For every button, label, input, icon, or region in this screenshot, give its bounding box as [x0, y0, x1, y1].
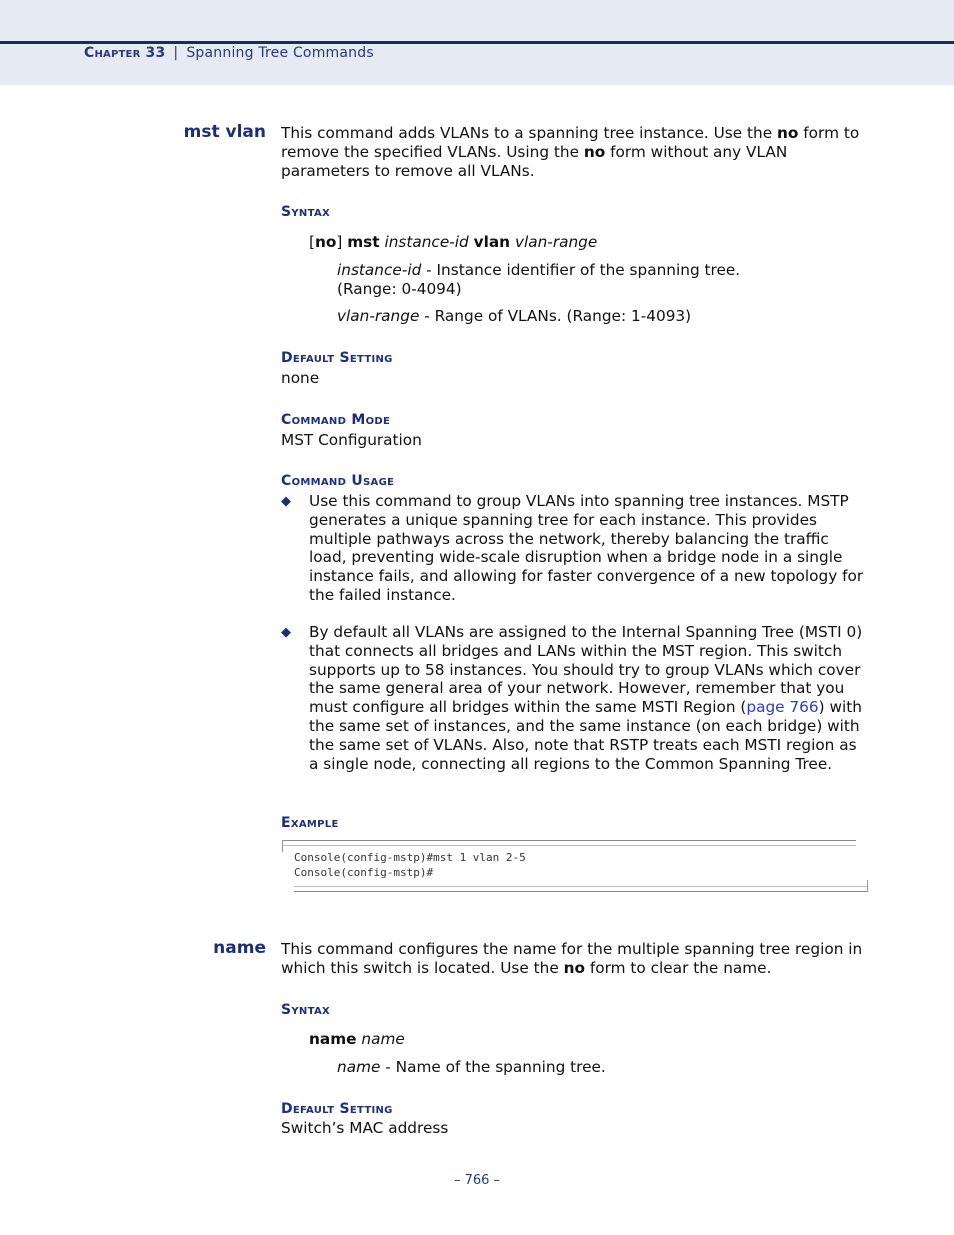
code-line: Console(config-mstp)#mst 1 vlan 2-5 — [294, 851, 526, 864]
running-header — [84, 45, 374, 61]
header-rule — [0, 41, 954, 44]
command-title-name: name — [213, 938, 266, 958]
page-number: – 766 – — [453, 1173, 501, 1188]
default-setting-heading: Default Setting — [281, 350, 393, 366]
code-line: Console(config-mstp)# — [294, 866, 434, 879]
command-mode-heading: Command Mode — [281, 412, 391, 428]
command-mode-value: MST Configuration — [281, 431, 422, 449]
default-setting-value: none — [281, 369, 320, 387]
bullet-diamond-icon: ◆ — [281, 494, 291, 509]
command-title-mst-vlan: mst vlan — [183, 122, 266, 142]
section-label: Spanning Tree Commands — [186, 45, 374, 61]
page-link[interactable]: page 766 — [746, 698, 819, 717]
syntax-line: [no] mst instance-id vlan vlan-range — [309, 233, 598, 251]
syntax-line: name name — [309, 1030, 405, 1048]
code-box-bottom-rule — [294, 886, 868, 892]
code-example-box — [282, 840, 867, 892]
code-box-top-rule — [282, 840, 856, 846]
syntax-heading: Syntax — [281, 204, 330, 220]
param-vlan-range: vlan-range - Range of VLANs. (Range: 1-4093) — [337, 307, 692, 325]
command-usage-heading: Command Usage — [281, 473, 395, 489]
default-setting-value: Switch’s MAC address — [281, 1119, 449, 1137]
name-description: This command configures the name for the multiple spanning tree region in which this switch is located. Use the no form to clear the name. — [281, 940, 863, 977]
chapter-label: Chapter 33 — [84, 45, 166, 61]
header-separator: | — [173, 45, 179, 61]
code-box-top-tick — [282, 840, 283, 852]
code-box-bottom-tick — [867, 880, 868, 892]
usage-item: By default all VLANs are assigned to the Internal Spanning Tree (MSTI 0) that connects all bridges and LANs within the MST region. This switch supports up to 58 instances. You should try to group VLANs which cover the same general area of your network. However, remember that you must configure all bridges within the same MSTI Region (page 766) with the same set of instances, and the same instance (on each bridge) with the same set of VLANs. Also, note that RSTP treats each MSTI region as a single node, connecting all regions to the Common Spanning Tree. — [309, 623, 863, 773]
default-setting-heading: Default Setting — [281, 1101, 393, 1117]
usage-item: Use this command to group VLANs into spanning tree instances. MSTP generates a unique spanning tree for each instance. This provides multiple pathways across the network, thereby balancing the traffic load, preventing wide-scale disruption when a bridge node in a single instance fails, and allowing for faster convergence of a new topology for the failed instance. — [309, 492, 864, 604]
bullet-diamond-icon: ◆ — [281, 625, 291, 640]
syntax-heading: Syntax — [281, 1002, 330, 1018]
param-name: name - Name of the spanning tree. — [337, 1058, 606, 1076]
example-heading: Example — [281, 815, 339, 831]
param-instance-id: instance-id - Instance identifier of the spanning tree. (Range: 0-4094) — [337, 261, 741, 298]
mst-vlan-description: This command adds VLANs to a spanning tree instance. Use the no form to remove the specified VLANs. Using the no form without any VLAN parameters to remove all VLANs. — [281, 124, 860, 180]
